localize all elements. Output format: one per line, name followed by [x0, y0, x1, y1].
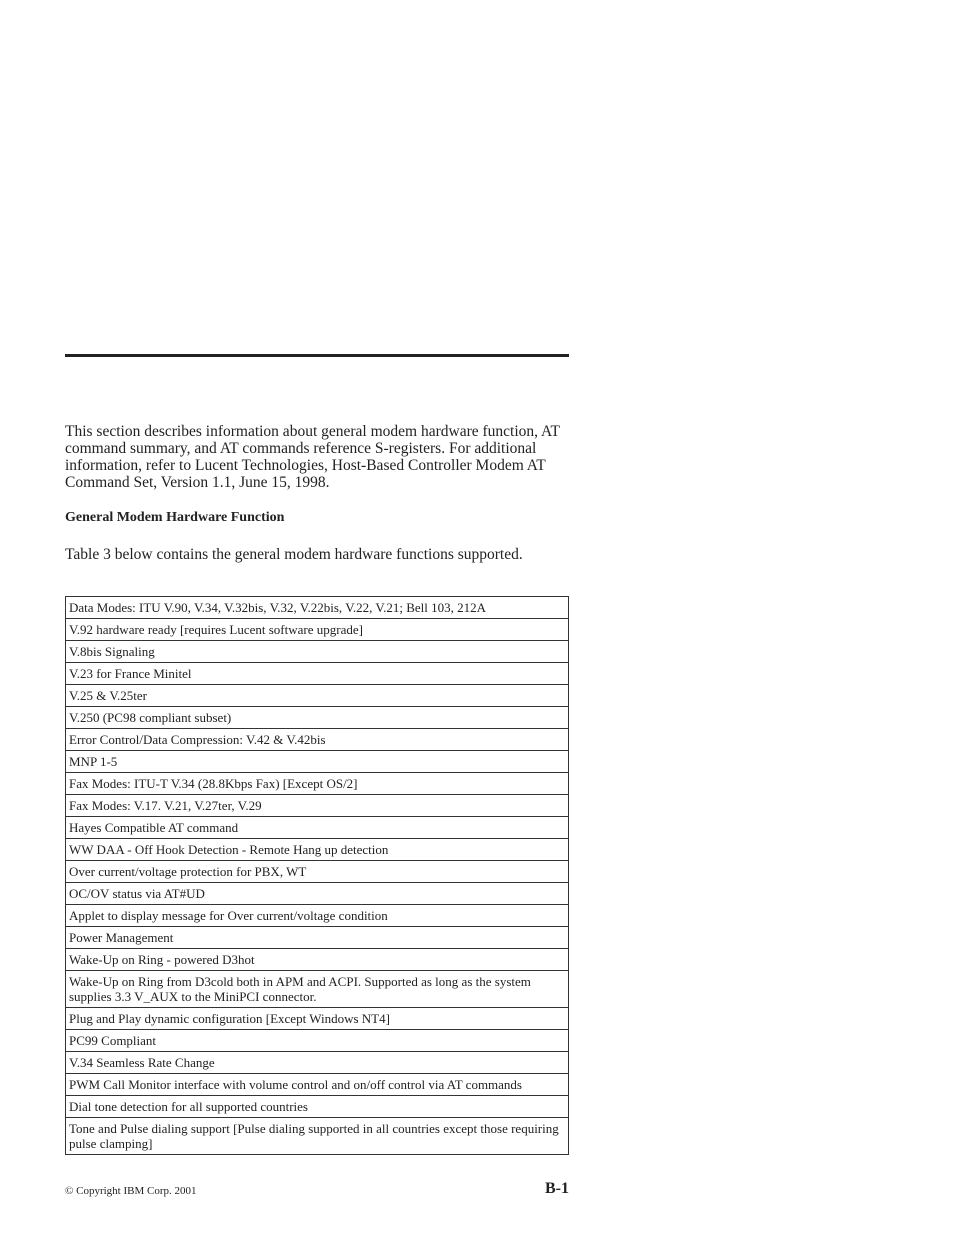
table-cell: OC/OV status via AT#UD — [66, 883, 569, 905]
table-row — [66, 597, 569, 619]
table-cell: Fax Modes: ITU-T V.34 (28.8Kbps Fax) [Except OS/2] — [66, 773, 569, 795]
table-cell: Dial tone detection for all supported countries — [66, 1096, 569, 1118]
table-cell: Applet to display message for Over current/voltage condition — [66, 905, 569, 927]
table-row — [66, 861, 569, 883]
table-row — [66, 927, 569, 949]
table-row — [66, 971, 569, 1008]
table-row — [66, 751, 569, 773]
section-divider-rule — [65, 354, 569, 357]
table-cell: PC99 Compliant — [66, 1030, 569, 1052]
table-cell: Wake-Up on Ring from D3cold both in APM and ACPI. Supported as long as the system supplies 3.3 V_AUX to the MiniPCI connector. — [66, 971, 569, 1008]
table-row — [66, 663, 569, 685]
table-row — [66, 641, 569, 663]
table-cell: Wake-Up on Ring - powered D3hot — [66, 949, 569, 971]
section-heading: General Modem Hardware Function — [65, 510, 285, 525]
table-cell: MNP 1-5 — [66, 751, 569, 773]
table-row — [66, 1118, 569, 1155]
table-cell: Hayes Compatible AT command — [66, 817, 569, 839]
table-row — [66, 795, 569, 817]
table-row — [66, 1052, 569, 1074]
table-row — [66, 729, 569, 751]
table-cell: V.34 Seamless Rate Change — [66, 1052, 569, 1074]
table-row — [66, 773, 569, 795]
table-row — [66, 839, 569, 861]
hardware-functions-table — [65, 596, 569, 1155]
table-cell: V.8bis Signaling — [66, 641, 569, 663]
table-cell: Tone and Pulse dialing support [Pulse dialing supported in all countries except those requiring pulse clamping] — [66, 1118, 569, 1155]
page-number: B-1 — [545, 1180, 569, 1197]
table-row — [66, 949, 569, 971]
table-cell: Over current/voltage protection for PBX, WT — [66, 861, 569, 883]
table-row — [66, 883, 569, 905]
table-row — [66, 707, 569, 729]
table-cell: Power Management — [66, 927, 569, 949]
table-cell: V.92 hardware ready [requires Lucent software upgrade] — [66, 619, 569, 641]
table-row — [66, 1008, 569, 1030]
intro-paragraph: This section describes information about general modem hardware function, AT command summary, and AT commands reference S-registers. For additional information, refer to Lucent Technologies, Host-Based Controller Modem AT Command Set, Version 1.1, June 15, 1998. — [65, 423, 560, 491]
table-cell: PWM Call Monitor interface with volume control and on/off control via AT commands — [66, 1074, 569, 1096]
copyright-notice: © Copyright IBM Corp. 2001 — [65, 1185, 197, 1197]
table-row — [66, 905, 569, 927]
table-cell: V.25 & V.25ter — [66, 685, 569, 707]
table-row — [66, 619, 569, 641]
table-cell: WW DAA - Off Hook Detection - Remote Hang up detection — [66, 839, 569, 861]
table-row — [66, 685, 569, 707]
table-row — [66, 1074, 569, 1096]
table-cell: V.23 for France Minitel — [66, 663, 569, 685]
table-cell: V.250 (PC98 compliant subset) — [66, 707, 569, 729]
table-cell: Data Modes: ITU V.90, V.34, V.32bis, V.32, V.22bis, V.22, V.21; Bell 103, 212A — [66, 597, 569, 619]
table-row — [66, 1030, 569, 1052]
table-cell: Error Control/Data Compression: V.42 & V.42bis — [66, 729, 569, 751]
table-cell: Plug and Play dynamic configuration [Except Windows NT4] — [66, 1008, 569, 1030]
table-intro-text: Table 3 below contains the general modem hardware functions supported. — [65, 546, 523, 563]
table-row — [66, 817, 569, 839]
table-cell: Fax Modes: V.17. V.21, V.27ter, V.29 — [66, 795, 569, 817]
table-row — [66, 1096, 569, 1118]
